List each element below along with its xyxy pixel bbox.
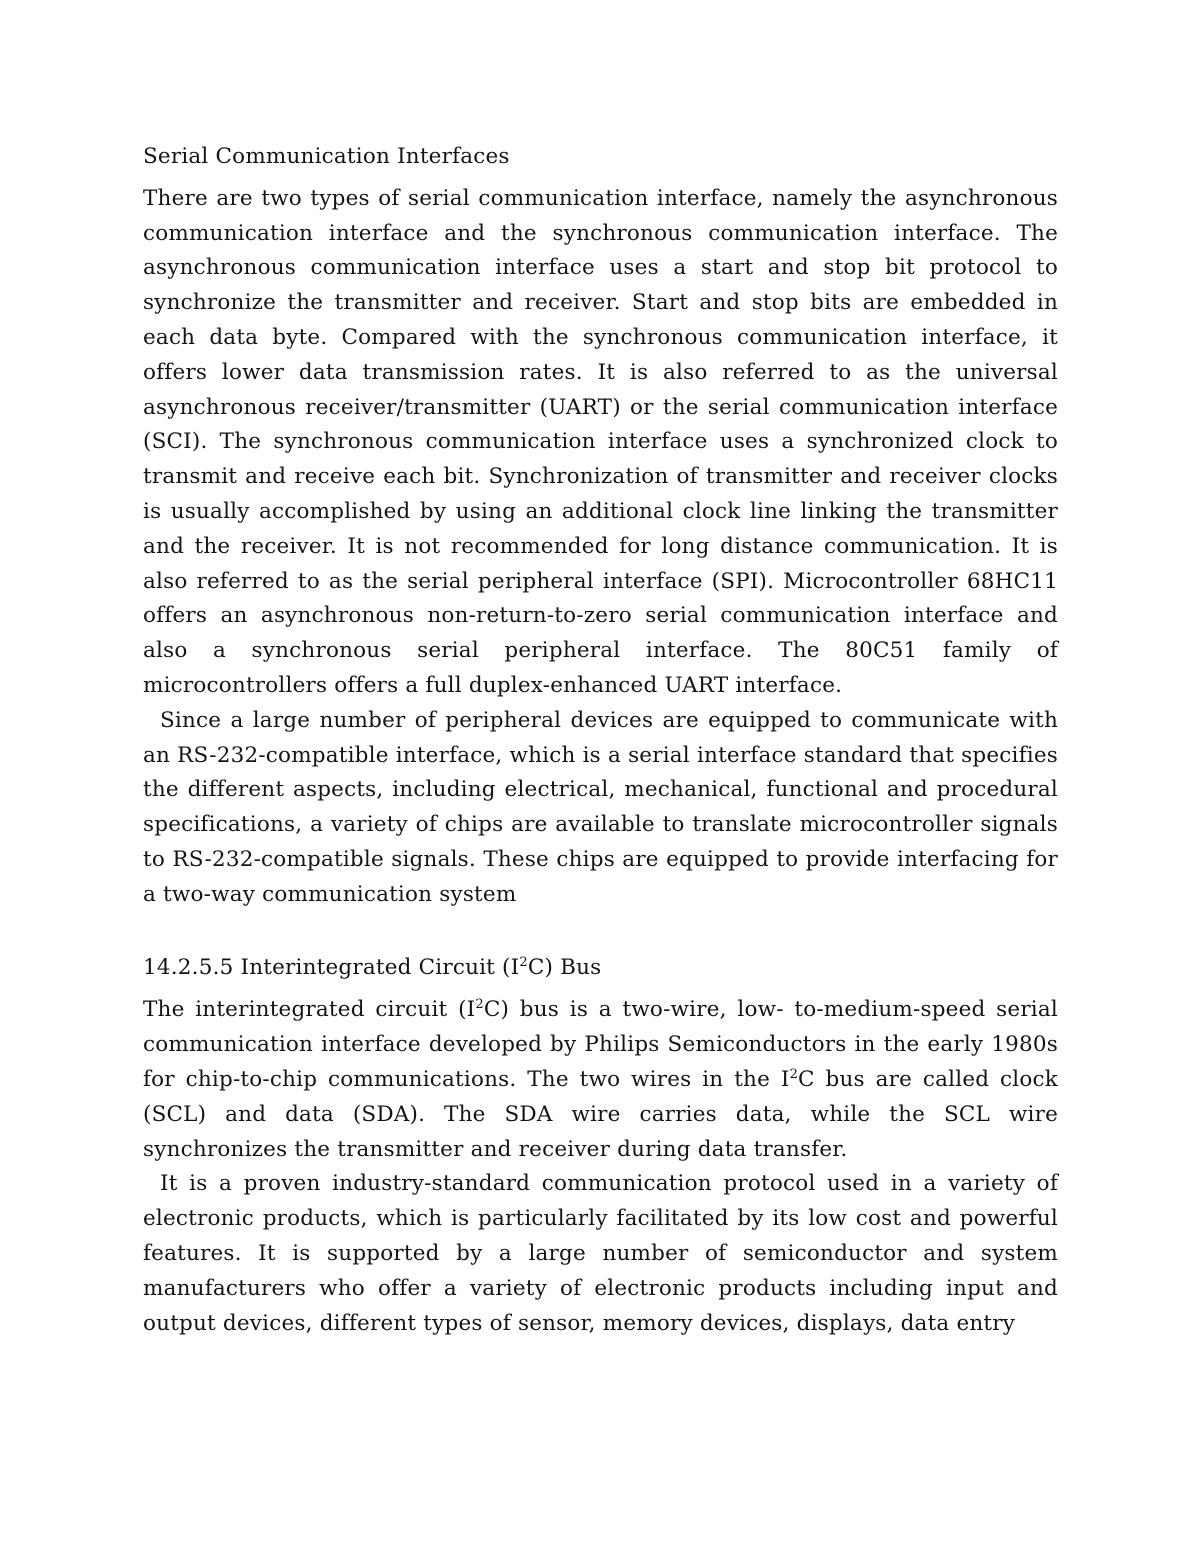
section-title-serial-communication: Serial Communication Interfaces xyxy=(143,144,510,169)
paragraph-i2c-intro xyxy=(143,993,1058,1167)
i2c-intro-part-c: C bus are called clock (SCL) and data (SDA). The SDA wire carries data, while the SCL wire synchronizes the transmitter and receiver during data transfer. xyxy=(143,1066,1058,1162)
i2c-title-superscript: 2 xyxy=(519,954,528,970)
section-title-i2c-bus xyxy=(143,951,1058,986)
i2c-title-prefix: 14.2.5.5 Interintegrated Circuit (I xyxy=(143,954,520,980)
paragraph-serial-types: There are two types of serial communication interface, namely the asynchronous communication interface and the synchronous communication interface. The asynchronous communication interface uses a start and stop bit protocol to synchronize the transmitter and receiver. Start and stop bits are embedded in each data byte. Compared with the synchronous communication interface, it offers lower data transmission rates. It is also referred to as the universal asynchronous receiver/transmitter (UART) or the serial communication interface (SCI). The synchronous communication interface uses a synchronized clock to transmit and receive each bit. Synchronization of transmitter and receiver clocks is usually accomplished by using an additional clock line linking the transmitter and the receiver. It is not recommended for long distance communication. It is also referred to as the serial peripheral interface (SPI). Microcontroller 68HC11 offers an asynchronous non-return-to-zero serial communication interface and also a synchronous serial peripheral interface. The 80C51 family of microcontrollers offers a full duplex-enhanced UART interface. xyxy=(143,185,1058,698)
i2c-title-suffix: C) Bus xyxy=(527,954,602,980)
i2c-intro-part-a: The interintegrated circuit (I xyxy=(143,997,476,1023)
i2c-intro-part-b: C) bus is a two-wire, low- to-medium-speed serial communication interface developed by Philips Semiconductors in the early 1980s for chip-to-chip communications. The two wires in the I xyxy=(143,997,1058,1092)
i2c-intro-superscript-2: 2 xyxy=(789,1066,799,1082)
document-body xyxy=(143,140,1058,1341)
paragraph-i2c-industry: It is a proven industry-standard communication protocol used in a variety of electronic products, which is particularly facilitated by its low cost and powerful features. It is supported by a large number of semiconductor and system manufacturers who offer a variety of electronic products including input and output devices, different types of sensor, memory devices, displays, data entry xyxy=(143,1171,1058,1336)
paragraph-rs232: Since a large number of peripheral devices are equipped to communicate with an RS-232-compatible interface, which is a serial interface standard that specifies the different aspects, including electrical, mechanical, functional and procedural specifications, a variety of chips are available to translate microcontroller signals to RS-232-compatible signals. These chips are equipped to provide interfacing for a two-way communication system xyxy=(143,707,1058,907)
i2c-intro-superscript-1: 2 xyxy=(475,997,484,1013)
